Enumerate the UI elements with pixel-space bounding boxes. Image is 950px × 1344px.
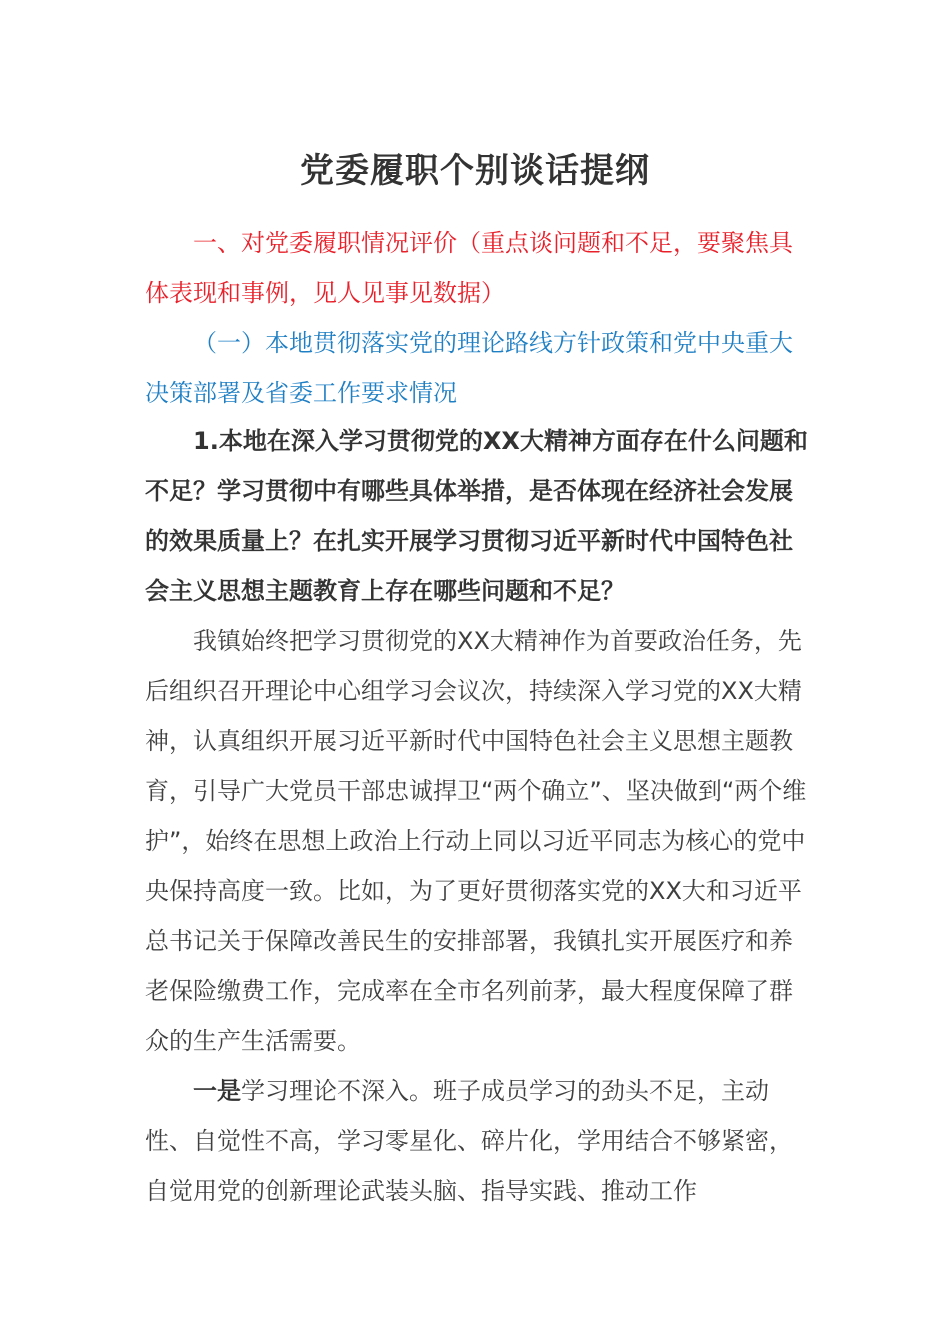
point-lead: 一是 — [193, 1077, 241, 1105]
section-heading: 一、对党委履职情况评价（重点谈问题和不足，要聚焦具体表现和事例，见人见事见数据） — [145, 229, 793, 307]
page-title: 党委履职个别谈话提纲 — [300, 151, 650, 191]
subsection-heading: （一）本地贯彻落实党的理论路线方针政策和党中央重大决策部署及省委工作要求情况 — [145, 329, 793, 407]
point-paragraph — [145, 1066, 810, 1216]
body-paragraph: 我镇始终把学习贯彻党的XX大精神作为首要政治任务，先后组织召开理论中心组学习会议次，持续深入学习党的XX大精神，认真组织开展习近平新时代中国特色社会主义思想主题教育，引导广大党员干部忠诚捍卫“两个确立”、坚决做到“两个维护”，始终在思想上政治上行动上同以习近平同志为核心的党中央保持高度一致。比如，为了更好贯彻落实党的XX大和习近平总书记关于保障改善民生的安排部署，我镇扎实开展医疗和养老保险缴费工作，完成率在全市名列前茅，最大程度保障了群众的生产生活需要。 — [145, 627, 807, 1055]
point-text: 学习理论不深入。班子成员学习的劲头不足，主动性、自觉性不高，学习零星化、碎片化，学用结合不够紧密，自觉用党的创新理论武装头脑、指导实践、推动工作 — [145, 1077, 793, 1205]
question-paragraph: 1.本地在深入学习贯彻党的XX大精神方面存在什么问题和不足？学习贯彻中有哪些具体举措，是否体现在经济社会发展的效果质量上？在扎实开展学习贯彻习近平新时代中国特色社会主义思想主题教育上存在哪些问题和不足？ — [145, 427, 808, 605]
